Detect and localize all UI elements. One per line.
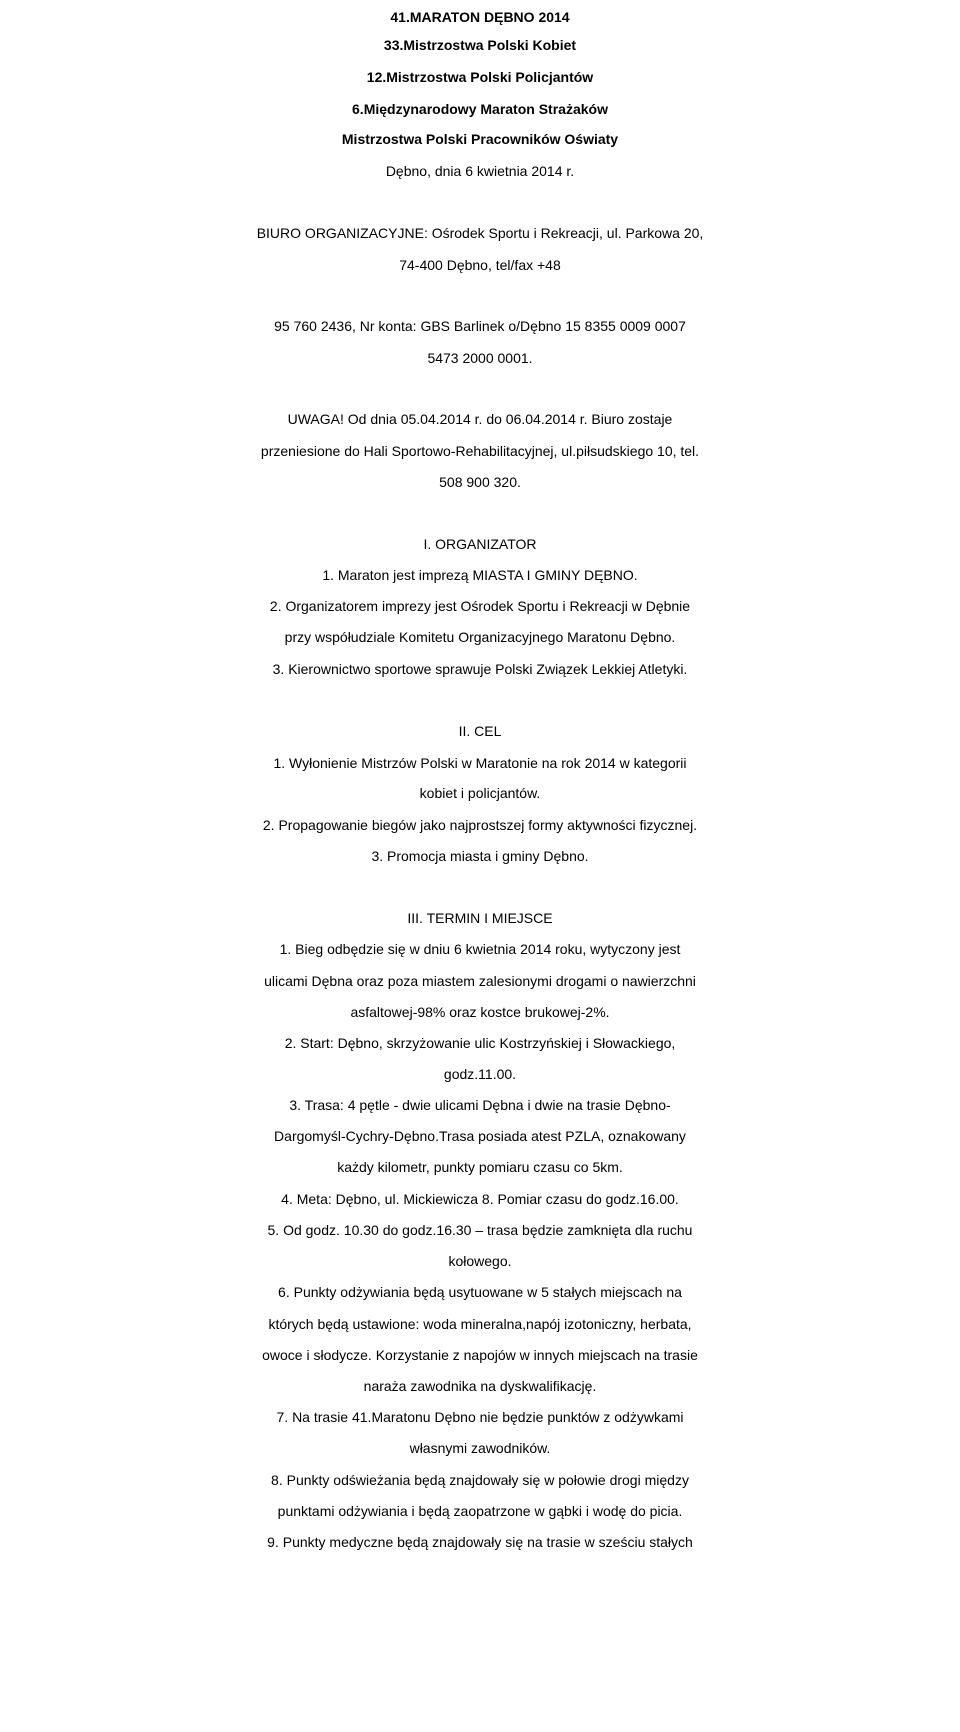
section-line: 2. Start: Dębno, skrzyżowanie ulic Kostrzyńskiej i Słowackiego, [284, 1035, 676, 1051]
notice-line: 508 900 320. [439, 474, 521, 490]
section-line: 1. Wyłonienie Mistrzów Polski w Maratonie na rok 2014 w kategorii [273, 755, 687, 771]
section-line: 6. Punkty odżywiania będą usytuowane w 5 stałych miejscach na [278, 1284, 682, 1300]
section-line: przy współudziale Komitetu Organizacyjnego Maratonu Dębno. [284, 629, 676, 645]
section-line: 9. Punkty medyczne będą znajdowały się na trasie w sześciu stałych [267, 1534, 693, 1550]
section-line: 5. Od godz. 10.30 do godz.16.30 – trasa będzie zamknięta dla ruchu [267, 1222, 693, 1238]
section-line: ulicami Dębna oraz poza miastem zalesionymi drogami o nawierzchni [264, 973, 696, 989]
section-heading: III. TERMIN I MIEJSCE [407, 910, 553, 926]
section-line: 3. Promocja miasta i gminy Dębno. [371, 848, 589, 864]
section-line: 3. Trasa: 4 pętle - dwie ulicami Dębna i dwie na trasie Dębno- [289, 1097, 671, 1113]
office-line: 95 760 2436, Nr konta: GBS Barlinek o/Dębno 15 8355 0009 0007 [274, 318, 686, 334]
subtitle-line: Mistrzostwa Polski Pracowników Oświaty [341, 131, 619, 147]
section-line: owoce i słodycze. Korzystanie z napojów w innych miejscach na trasie [262, 1347, 698, 1363]
section-line: każdy kilometr, punkty pomiaru czasu co 5km. [337, 1159, 623, 1175]
office-line: 5473 2000 0001. [427, 350, 533, 366]
section-line: kobiet i policjantów. [419, 785, 541, 801]
section-line: 3. Kierownictwo sportowe sprawuje Polski Związek Lekkiej Atletyki. [272, 661, 688, 677]
section-line: naraża zawodnika na dyskwalifikację. [363, 1378, 597, 1394]
section-line: 4. Meta: Dębno, ul. Mickiewicza 8. Pomiar czasu do godz.16.00. [281, 1191, 679, 1207]
office-line: 74-400 Dębno, tel/fax +48 [399, 257, 561, 273]
subtitle-line: 12.Mistrzostwa Polski Policjantów [366, 69, 594, 85]
section-line: godz.11.00. [443, 1066, 517, 1082]
section-line: 2. Organizatorem imprezy jest Ośrodek Sportu i Rekreacji w Dębnie [269, 598, 691, 614]
title-line: 41.MARATON DĘBNO 2014 [390, 9, 570, 25]
section-line: 2. Propagowanie biegów jako najprostszej formy aktywności fizycznej. [262, 817, 698, 833]
notice-line: UWAGA! Od dnia 05.04.2014 r. do 06.04.2014 r. Biuro zostaje [287, 411, 673, 427]
section-line: 1. Bieg odbędzie się w dniu 6 kwietnia 2014 roku, wytyczony jest [279, 941, 681, 957]
office-line: BIURO ORGANIZACYJNE: Ośrodek Sportu i Rekreacji, ul. Parkowa 20, [256, 225, 704, 241]
notice-line: przeniesione do Hali Sportowo-Rehabilitacyjnej, ul.piłsudskiego 10, tel. [260, 443, 700, 459]
subtitle-line: 33.Mistrzostwa Polski Kobiet [383, 37, 577, 53]
section-line: asfaltowej-98% oraz kostce brukowej-2%. [350, 1004, 610, 1020]
section-line: których będą ustawione: woda mineralna,napój izotoniczny, herbata, [268, 1316, 692, 1332]
date-line: Dębno, dnia 6 kwietnia 2014 r. [385, 163, 575, 179]
section-line: 8. Punkty odświeżania będą znajdowały się w połowie drogi między [271, 1472, 689, 1488]
section-line: Dargomyśl-Cychry-Dębno.Trasa posiada atest PZLA, oznakowany [274, 1128, 686, 1144]
section-heading: I. ORGANIZATOR [423, 536, 537, 552]
subtitle-line: 6.Międzynarodowy Maraton Strażaków [352, 101, 608, 117]
section-line: 7. Na trasie 41.Maratonu Dębno nie będzie punktów z odżywkami [276, 1409, 684, 1425]
section-line: 1. Maraton jest imprezą MIASTA I GMINY DĘBNO. [322, 567, 638, 583]
section-line: kołowego. [448, 1253, 512, 1269]
section-line: punktami odżywiania i będą zaopatrzone w gąbki i wodę do picia. [277, 1503, 683, 1519]
section-line: własnymi zawodników. [409, 1440, 551, 1456]
section-heading: II. CEL [458, 723, 502, 739]
